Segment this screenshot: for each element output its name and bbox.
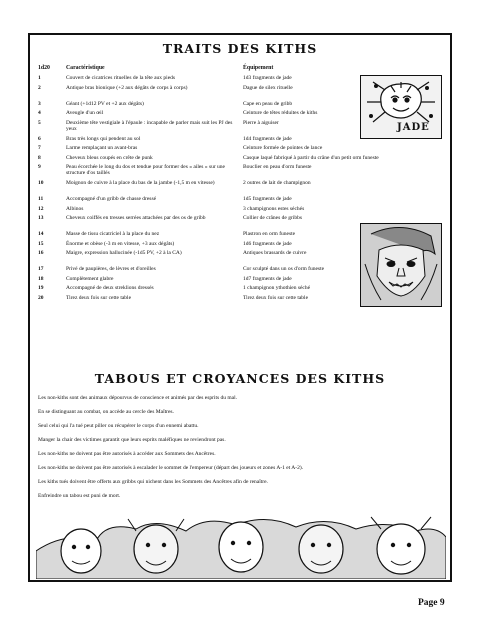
row-number: 6 bbox=[38, 135, 41, 142]
row-number: 13 bbox=[38, 215, 44, 221]
table-row bbox=[38, 164, 360, 180]
table-row bbox=[38, 136, 360, 146]
row-number: 20 bbox=[38, 294, 44, 301]
row-number: 11 bbox=[38, 196, 44, 202]
row-equipment: 3 champignons estes séchés bbox=[243, 205, 305, 212]
row-trait: Masse de tissu cicatriciel à la place du nez bbox=[66, 231, 160, 237]
jade-illustration bbox=[360, 75, 442, 139]
traits-table bbox=[38, 75, 379, 304]
row-trait: Géant (+1d12 PV et +2 aux dégâts) bbox=[66, 100, 144, 107]
row-number: 5 bbox=[38, 119, 41, 126]
row-number: 10 bbox=[38, 180, 44, 186]
row-number: 17 bbox=[38, 266, 44, 272]
row-number: 3 bbox=[38, 100, 41, 107]
row-equipment: Plastron en orm funeste bbox=[243, 231, 296, 237]
row-equipment: Pierre à aiguiser bbox=[243, 119, 279, 126]
row-number: 1 bbox=[38, 75, 41, 81]
row-equipment: Dague de silex rituelle bbox=[243, 84, 293, 91]
kith-heads-illustration bbox=[36, 511, 446, 579]
kith-portrait-illustration bbox=[360, 223, 442, 307]
table-row bbox=[38, 145, 360, 155]
row-trait: Larme remplaçant un avant-bras bbox=[66, 145, 138, 151]
paragraph: Les non-kiths sont des animaux dépourvus de conscience et animés par des esprits du mal. bbox=[38, 395, 238, 401]
row-equipment: 2 outres de lait de champignon bbox=[243, 180, 311, 186]
row-equipment: Casque laqué fabriqué à partir du crâne d'un petit orm funeste bbox=[243, 154, 379, 161]
row-trait: Peau écorchée le long du dos et tendue pour former des « ailes » sur une structure d'os taillés bbox=[66, 164, 225, 177]
row-trait: Cheveux coiffés en tresses serrées attachées par des os de gribb bbox=[66, 215, 206, 221]
table-row bbox=[38, 196, 360, 206]
row-number: 14 bbox=[38, 231, 44, 237]
row-trait: Bras très longs qui pendent au sol bbox=[66, 135, 141, 142]
row-number: 2 bbox=[38, 84, 41, 91]
row-number: 19 bbox=[38, 285, 44, 291]
table-row bbox=[38, 75, 360, 85]
table-row bbox=[38, 250, 360, 266]
row-equipment: Ceinture de têtes réduites de kiths bbox=[243, 110, 318, 116]
row-number: 8 bbox=[38, 154, 41, 161]
row-trait: Moignon de cuivre à la place du bas de la jambe (-1,5 m en vitesse) bbox=[66, 180, 215, 186]
row-trait: Couvert de cicatrices rituelles de la tête aux pieds bbox=[66, 75, 176, 81]
row-number: 15 bbox=[38, 240, 44, 247]
row-equipment: Cape en peau de gribb bbox=[243, 100, 293, 107]
row-trait: Aveugle d'un œil bbox=[66, 110, 104, 116]
paragraph: Manger la chair des victimes garantit que leurs esprits maléfiques ne reviendront pas. bbox=[38, 437, 226, 443]
row-equipment: Tirez deux fois sur cette table bbox=[243, 294, 309, 301]
table-row bbox=[38, 295, 360, 305]
row-number: 16 bbox=[38, 250, 44, 256]
row-trait: Complètement glabre bbox=[66, 275, 114, 282]
row-trait: Albinos bbox=[66, 205, 84, 212]
row-equipment: 1d5 fragments de jade bbox=[243, 196, 292, 202]
row-trait: Accompagné de deux streklions dressés bbox=[66, 285, 154, 291]
row-equipment: Cor sculpté dans un os d'orm funeste bbox=[243, 266, 325, 272]
row-trait: Accompagné d'un gribb de chasse dressé bbox=[66, 196, 157, 202]
paragraph: En se distinguant au combat, on accède au cercle des Maîtres. bbox=[38, 409, 174, 415]
row-equipment: Collier de crânes de gribbs bbox=[243, 215, 302, 221]
table-row bbox=[38, 206, 360, 216]
paragraph: Seul celui qui l'a tué peut piller ou récupérer le corps d'un ennemi abattu. bbox=[38, 423, 199, 429]
table-row bbox=[38, 101, 360, 111]
section-title-tabous: TABOUS ET CROYANCES DES KITHS bbox=[94, 371, 386, 386]
row-trait: Cheveux bleus coupés en crête de punk bbox=[66, 154, 153, 161]
row-equipment: Ceinture formée de pointes de lance bbox=[243, 145, 323, 151]
row-number: 18 bbox=[38, 275, 44, 282]
table-row bbox=[38, 154, 379, 165]
row-trait: Maigre, expression hallucinée (-1d5 PV, +2 à la CA) bbox=[66, 250, 182, 256]
row-equipment: 1d7 fragments de jade bbox=[243, 275, 292, 282]
table-row bbox=[38, 285, 360, 295]
paragraph: Les non-kiths ne doivent pas être autorisés à accéder aux Sommets des Ancêtres. bbox=[38, 451, 216, 457]
row-trait: Privé de paupières, de lèvres et d'oreilles bbox=[66, 266, 156, 272]
table-row bbox=[38, 215, 360, 231]
table-row bbox=[38, 110, 360, 120]
row-equipment: 1d4 fragments de jade bbox=[243, 135, 292, 142]
row-trait: Deuxième tête vestigiale à l'épaule : incapable de parler mais suit les PJ des yeux bbox=[66, 119, 233, 132]
paragraph: Les non-kiths ne doivent pas être autorisés à escalader le sommet de l'empereur (départ des joueurs et zones A-1 et A-2). bbox=[38, 465, 304, 471]
row-equipment: 1d6 fragments de jade bbox=[243, 240, 292, 247]
paragraph: Enfreindre un tabou est puni de mort. bbox=[38, 493, 121, 499]
row-equipment: Antiques brassards de cuivre bbox=[243, 250, 307, 256]
row-number: 7 bbox=[38, 145, 41, 151]
row-trait: Antique bras bionique (+2 aux dégâts de corps à corps) bbox=[66, 84, 188, 91]
table-row bbox=[38, 231, 360, 241]
row-equipment: 1d3 fragments de jade bbox=[243, 75, 292, 81]
section-title-traits: TRAITS DES KITHS bbox=[162, 41, 318, 56]
row-equipment: 1 champignon ythothien séché bbox=[243, 285, 311, 291]
row-number: 9 bbox=[38, 164, 41, 170]
row-trait: Tirez deux fois sur cette table bbox=[66, 294, 132, 301]
row-trait: Énorme et obèse (-3 m en vitesse, +3 aux dégâts) bbox=[66, 240, 175, 247]
col-header-equip: Équipement bbox=[243, 65, 274, 71]
row-equipment: Bouclier en peau d'orm funeste bbox=[243, 164, 312, 170]
jade-art-label: JADE bbox=[397, 122, 430, 133]
table-row bbox=[38, 180, 360, 196]
table-row bbox=[38, 241, 360, 251]
table-row bbox=[38, 266, 360, 276]
table-row bbox=[38, 85, 360, 101]
row-number: 4 bbox=[38, 110, 41, 116]
row-number: 12 bbox=[38, 205, 44, 212]
page-frame bbox=[28, 33, 452, 582]
paragraph: Les kiths tués doivent être offerts aux gribbs qui nichent dans les Sommets des Ancêtres afin de renaître. bbox=[38, 479, 268, 485]
table-row bbox=[38, 120, 360, 136]
col-header-d20: 1d20 bbox=[38, 65, 50, 71]
col-header-trait: Caractéristique bbox=[66, 65, 105, 71]
table-row bbox=[38, 276, 360, 286]
page-number: Page 9 bbox=[418, 598, 445, 608]
